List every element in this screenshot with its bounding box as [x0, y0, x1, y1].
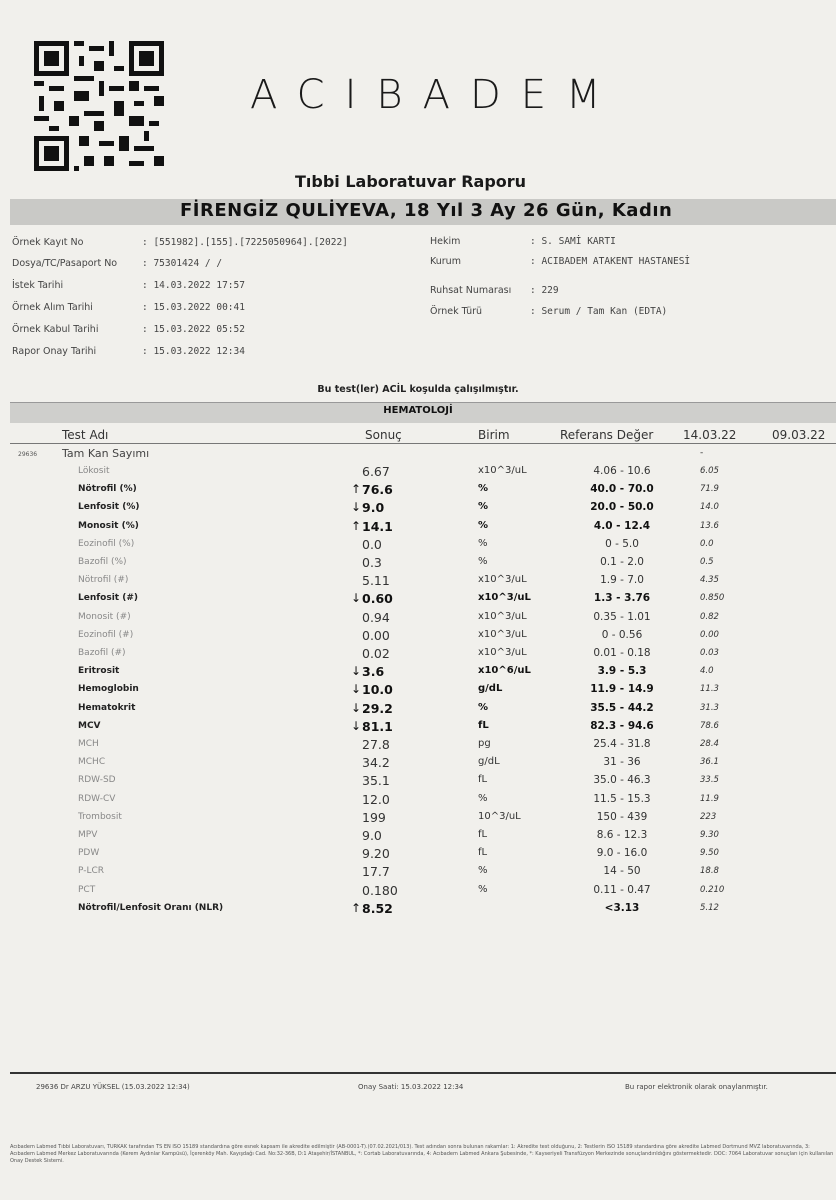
table-row [0, 809, 836, 827]
previous-result: 9.30 [700, 830, 719, 840]
abnormal-flag-icon: ↓ [351, 664, 362, 679]
reference-range: 0.01 - 0.18 [593, 647, 651, 659]
unit-cell: x10^3/uL [478, 647, 527, 658]
result-value: 14.1 [362, 518, 393, 534]
previous-result: 11.3 [700, 684, 719, 695]
unit-cell: g/dL [478, 756, 500, 768]
result-value: 34.2 [362, 755, 390, 771]
table-row [0, 499, 836, 517]
reference-range: 0 - 0.56 [601, 628, 643, 641]
test-name: Nötrofil (#) [78, 575, 129, 586]
column-header-result: Sonuç [365, 428, 402, 442]
doctor-info-value: : 229 [530, 285, 559, 296]
urgent-notice: Bu test(ler) ACİL koşulda çalışılmıştır. [317, 384, 519, 395]
sample-info-value: : [551982].[155].[7225050964].[2022] [142, 237, 348, 248]
unit-cell: x10^3/uL [478, 592, 531, 604]
table-row [0, 736, 836, 754]
result-value: 3.6 [362, 664, 385, 680]
unit-cell: 10^3/uL [478, 810, 521, 822]
reference-range: 35.0 - 46.3 [593, 774, 651, 787]
reference-range: 20.0 - 50.0 [590, 501, 654, 514]
column-header-test: Test Adı [62, 428, 109, 442]
test-name: MCV [78, 720, 101, 731]
test-name: MPV [78, 830, 98, 840]
footer-divider [10, 1072, 836, 1074]
column-header-prev-date-2: 09.03.22 [772, 428, 826, 442]
table-row [0, 900, 836, 918]
result-value: 76.6 [362, 482, 393, 498]
abnormal-flag-icon: ↑ [351, 518, 362, 533]
reference-range: 11.5 - 15.3 [593, 792, 651, 805]
column-header-reference: Referans Değer [560, 428, 654, 442]
result-value: 0.60 [362, 591, 393, 607]
previous-result: 6.05 [700, 466, 719, 476]
previous-result: 11.9 [700, 793, 719, 804]
test-name: Trombosit [78, 811, 122, 822]
test-name: PDW [78, 848, 100, 859]
sample-info-label: Örnek Kabul Tarihi [12, 324, 99, 335]
table-row [0, 645, 836, 663]
unit-cell: % [478, 792, 488, 804]
result-value: 12.0 [362, 791, 390, 807]
reference-range: 0.11 - 0.47 [593, 883, 651, 896]
reference-range: 14 - 50 [603, 865, 641, 878]
table-row [0, 772, 836, 790]
result-value: 9.20 [362, 846, 390, 862]
reference-range: 40.0 - 70.0 [590, 483, 654, 496]
unit-cell: x10^3/uL [478, 574, 527, 586]
reference-range: 8.6 - 12.3 [596, 829, 648, 841]
previous-result: 71.9 [700, 484, 719, 495]
unit-cell: x10^3/uL [478, 610, 527, 622]
test-name: MCH [78, 739, 99, 749]
table-row [0, 882, 836, 900]
previous-result: 4.0 [700, 666, 714, 677]
sample-info-label: Örnek Alım Tarihi [12, 302, 93, 313]
table-row [0, 463, 836, 481]
table-row [0, 718, 836, 736]
doctor-info-row [430, 236, 616, 247]
previous-result: 0.850 [700, 593, 725, 604]
abnormal-flag-icon: ↓ [351, 682, 362, 697]
reference-range: 150 - 439 [596, 810, 648, 823]
previous-result: 4.35 [700, 575, 719, 586]
previous-result: 223 [700, 811, 717, 822]
result-value: 8.52 [362, 900, 393, 916]
sample-info-row [12, 346, 245, 357]
unit-cell: % [478, 519, 489, 531]
result-value: 5.11 [362, 573, 390, 589]
unit-cell: % [478, 556, 488, 567]
test-name: RDW-SD [78, 775, 116, 786]
result-value: 0.94 [362, 609, 390, 625]
previous-result: 36.1 [700, 757, 719, 768]
abnormal-flag-icon: ↑ [351, 482, 362, 497]
reference-range: 11.9 - 14.9 [590, 683, 654, 696]
table-row [0, 481, 836, 499]
result-value: 81.1 [362, 718, 393, 734]
sample-info-value: : 15.03.2022 12:34 [142, 346, 245, 357]
qr-code-image [34, 40, 164, 172]
group-prev-value: - [700, 448, 704, 458]
test-name: Nötrofil (%) [78, 484, 137, 495]
doctor-info-row [430, 306, 667, 317]
doctor-info-label: Kurum [430, 256, 461, 267]
unit-cell: % [478, 501, 489, 513]
abnormal-flag-icon: ↑ [351, 900, 362, 915]
table-row [0, 700, 836, 718]
unit-cell: pg [478, 738, 491, 749]
previous-result: 0.00 [700, 629, 719, 640]
unit-cell: % [478, 701, 489, 713]
group-name: Tam Kan Sayımı [62, 447, 150, 460]
table-row [0, 827, 836, 845]
test-name: Lenfosit (#) [78, 593, 138, 604]
test-name: PCT [78, 884, 96, 895]
result-value: 0.180 [362, 882, 398, 898]
column-header-prev-date-1: 14.03.22 [683, 428, 737, 442]
abnormal-flag-icon: ↓ [351, 700, 362, 715]
sample-info-row [12, 237, 348, 248]
result-value: 17.7 [362, 864, 390, 880]
previous-result: 13.6 [700, 520, 719, 531]
doctor-info-label: Örnek Türü [430, 306, 483, 317]
fine-print: Acıbadem Labmed Tıbbi Laboratuvarı, TÜRKAK tarafından TS EN ISO 15189 standardına göre esnek kapsam ile akredite edilmiştir (AB-0001-T).(07.02.2021/013). Test adından sonra bulunan rakamlar: 1: Akredite test olduğunu, 2: Testlerin ISO 15189 standardına göre akredite Labmed Dortmund MVZ laboratuvarında, 3: Acıbadem Labmed Merkez Laboratuvarında (Kerem Aydınlar Kampüsü), İçerenköy Mah. Kayışdağı Cad. No:32-36B, D:1 Ataşehir/İSTANBUL, *: Cortab Laboratuvarında, 4: Acıbadem Labmed Ankara Şubesinde, *: Kayseriyeli Transfüzyon Merkezinde sonuçlandırıldığını göstermektedir. DOC: 7064 Laboratuvar sonuçları için kullanılan Onay Destek Sistemi. [10, 1144, 834, 1164]
reference-range: 1.3 - 3.76 [593, 592, 651, 605]
test-name: Hematokrit [78, 702, 136, 713]
sample-info-row [12, 302, 245, 313]
test-name: Bazofil (%) [78, 557, 127, 567]
previous-result: 18.8 [700, 866, 719, 877]
unit-cell: x10^3/uL [478, 465, 527, 476]
reference-range: 9.0 - 16.0 [596, 847, 648, 860]
result-value: 27.8 [362, 737, 390, 752]
result-value: 0.3 [362, 555, 382, 570]
previous-result: 28.4 [700, 739, 719, 749]
table-row [0, 536, 836, 554]
header-divider [10, 443, 836, 444]
table-row [0, 554, 836, 572]
doctor-info-row [430, 285, 559, 296]
abnormal-flag-icon: ↓ [351, 500, 362, 515]
table-row [0, 791, 836, 809]
doctor-info-value: : Serum / Tam Kan (EDTA) [530, 306, 668, 317]
reference-range: 31 - 36 [603, 756, 641, 769]
approval-time: Onay Saati: 15.03.2022 12:34 [358, 1083, 464, 1091]
reference-range: 0.1 - 2.0 [600, 556, 644, 568]
sample-info-value: : 75301424 / / [142, 258, 223, 269]
approver-signature: 29636 Dr ARZU YÜKSEL (15.03.2022 12:34) [36, 1083, 190, 1091]
section-title: HEMATOLOJİ [383, 405, 453, 416]
previous-result: 0.03 [700, 648, 719, 658]
test-name: Eritrosit [78, 666, 120, 677]
previous-result: 78.6 [700, 720, 719, 731]
reference-range: 4.0 - 12.4 [593, 519, 651, 532]
doctor-info-value: : S. SAMİ KARTI [530, 236, 616, 247]
unit-cell: fL [478, 719, 489, 731]
sample-info-label: Dosya/TC/Pasaport No [12, 258, 118, 269]
reference-range: 4.06 - 10.6 [593, 465, 651, 477]
table-row [0, 863, 836, 881]
result-value: 9.0 [362, 828, 382, 843]
acibadem-logo: ACIBADEM [250, 72, 621, 118]
unit-cell: % [478, 883, 488, 895]
sample-info-label: İstek Tarihi [12, 280, 64, 291]
doctor-info-value: : ACIBADEM ATAKENT HASTANESİ [530, 256, 691, 267]
previous-result: 33.5 [700, 775, 719, 786]
test-name: Eozinofil (%) [78, 538, 135, 549]
test-name: Lenfosit (%) [78, 502, 140, 513]
doctor-info-label: Hekim [430, 236, 461, 247]
reference-range: 0 - 5.0 [605, 537, 639, 550]
result-value: 35.1 [362, 773, 390, 789]
previous-result: 5.12 [700, 902, 719, 913]
unit-cell: g/dL [478, 683, 503, 695]
sample-info-row [12, 280, 245, 291]
result-value: 0.00 [362, 627, 390, 643]
sample-info-label: Rapor Onay Tarihi [12, 346, 97, 357]
reference-range: 3.9 - 5.3 [597, 665, 647, 678]
sample-info-row [12, 258, 222, 269]
unit-cell: fL [478, 774, 488, 786]
result-value: 10.0 [362, 682, 393, 698]
reference-range: 0.35 - 1.01 [593, 610, 651, 623]
previous-result: 0.82 [700, 611, 719, 622]
unit-cell: x10^6/uL [478, 665, 531, 677]
abnormal-flag-icon: ↓ [351, 591, 362, 606]
table-row [0, 609, 836, 627]
patient-name: FİRENGİZ QULİYEVA, 18 Yıl 3 Ay 26 Gün, Kadın [180, 200, 673, 221]
test-name: MCHC [78, 757, 106, 768]
test-name: Lökosit [78, 466, 110, 476]
unit-cell: fL [478, 847, 488, 859]
test-name: Nötrofil/Lenfosit Oranı (NLR) [78, 902, 224, 913]
sample-info-label: Örnek Kayıt No [12, 237, 84, 248]
table-row [0, 572, 836, 590]
group-code: 29636 [18, 451, 38, 458]
sample-info-row [12, 324, 245, 335]
test-name: Monosit (%) [78, 520, 139, 531]
unit-cell: fL [478, 829, 488, 840]
test-name: Hemoglobin [78, 684, 139, 695]
report-title: Tıbbi Laboratuvar Raporu [295, 172, 527, 191]
result-value: 9.0 [362, 500, 385, 516]
table-row [0, 590, 836, 608]
test-name: RDW-CV [78, 793, 116, 804]
abnormal-flag-icon: ↓ [351, 718, 362, 733]
reference-range: <3.13 [604, 901, 640, 914]
result-value: 29.2 [362, 700, 393, 716]
table-row [0, 754, 836, 772]
result-value: 199 [362, 809, 386, 825]
sample-info-value: : 14.03.2022 17:57 [142, 280, 245, 291]
reference-range: 1.9 - 7.0 [600, 574, 644, 587]
previous-result: 31.3 [700, 702, 719, 713]
previous-result: 0.210 [700, 884, 725, 895]
test-name: P-LCR [78, 866, 105, 877]
reference-range: 82.3 - 94.6 [590, 719, 654, 732]
column-header-unit: Birim [478, 428, 510, 442]
test-name: Monosit (#) [78, 611, 131, 622]
unit-cell: % [478, 537, 488, 549]
result-value: 0.02 [362, 646, 390, 661]
previous-result: 14.0 [700, 502, 719, 513]
reference-range: 25.4 - 31.8 [593, 738, 651, 750]
reference-range: 35.5 - 44.2 [590, 701, 654, 714]
table-row [0, 663, 836, 681]
result-value: 6.67 [362, 464, 390, 479]
previous-result: 0.5 [700, 557, 714, 567]
unit-cell: % [478, 865, 488, 877]
previous-result: 9.50 [700, 848, 719, 859]
sample-info-value: : 15.03.2022 05:52 [142, 324, 245, 335]
table-row [0, 845, 836, 863]
doctor-info-row [430, 256, 690, 267]
table-row [0, 518, 836, 536]
test-name: Eozinofil (#) [78, 629, 134, 640]
unit-cell: % [478, 483, 489, 495]
sample-info-value: : 15.03.2022 00:41 [142, 302, 245, 313]
electronic-approval-note: Bu rapor elektronik olarak onaylanmıştır. [625, 1083, 768, 1091]
test-name: Bazofil (#) [78, 648, 126, 658]
previous-result: 0.0 [700, 538, 714, 549]
doctor-info-label: Ruhsat Numarası [430, 285, 512, 296]
table-row [0, 681, 836, 699]
result-value: 0.0 [362, 536, 382, 552]
table-row [0, 627, 836, 645]
unit-cell: x10^3/uL [478, 628, 527, 640]
